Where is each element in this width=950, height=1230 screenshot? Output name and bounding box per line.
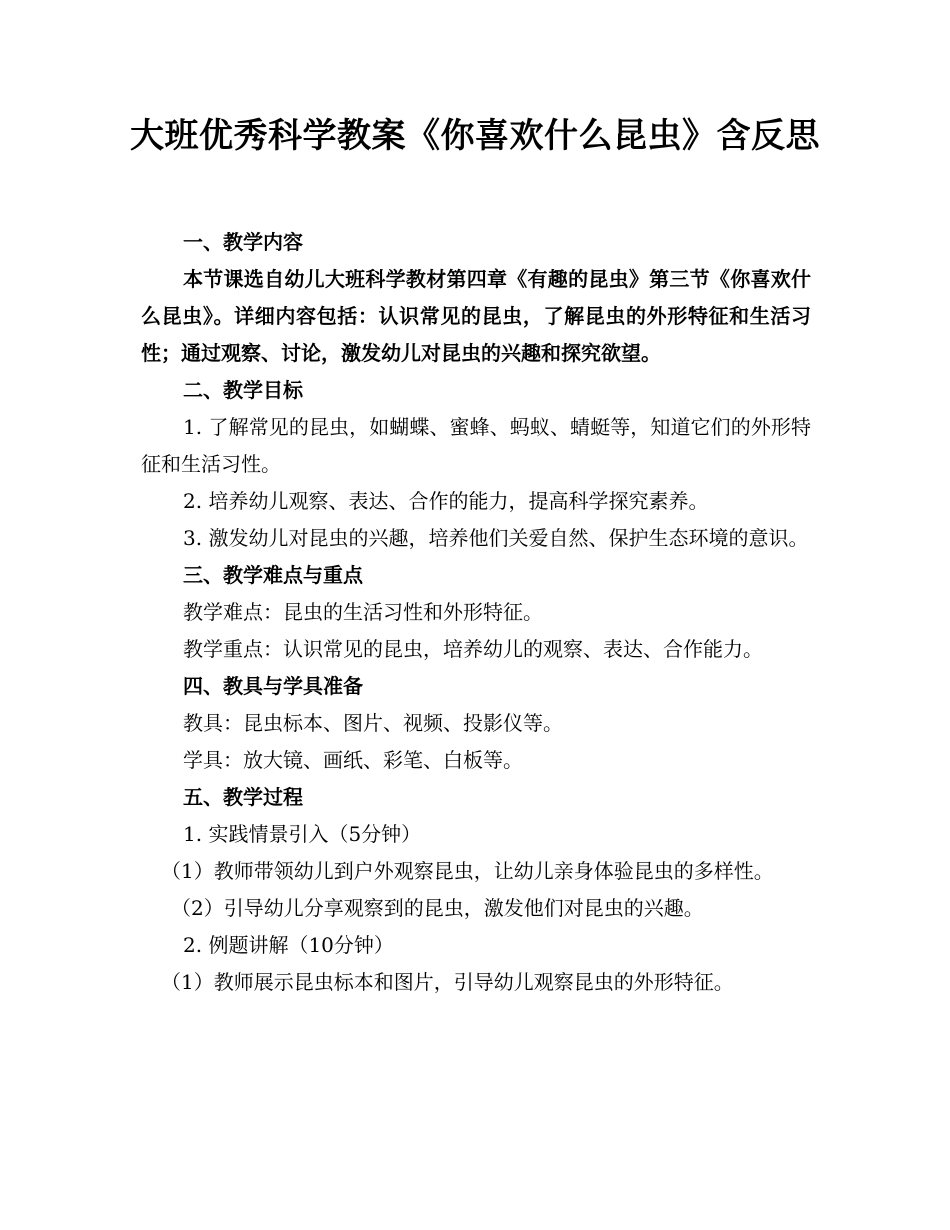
section-paragraph-content: 本节课选自幼儿大班科学教材第四章《有趣的昆虫》第三节《你喜欢什么昆虫》。详细内容包括：认识常见的昆虫，了解昆虫的外形特征和生活习性；通过观察、讨论，激发幼儿对昆虫的兴趣和探究欲望。	[141, 267, 811, 365]
section-heading-materials: 四、教具与学具准备	[183, 674, 363, 698]
document-title: 大班优秀科学教案《你喜欢什么昆虫》含反思	[130, 116, 820, 156]
section-heading-process: 五、教学过程	[183, 785, 303, 809]
section-heading-content: 一、教学内容	[183, 230, 303, 254]
learning-aids-line: 学具：放大镜、画纸、彩笔、白板等。	[183, 748, 523, 772]
process-step-2-a: （1）教师展示昆虫标本和图片，引导幼儿观察昆虫的外形特征。	[161, 970, 734, 994]
teaching-aids-line: 教具：昆虫标本、图片、视频、投影仪等。	[183, 711, 563, 735]
focus-line: 教学重点：认识常见的昆虫，培养幼儿的观察、表达、合作能力。	[183, 637, 763, 661]
goal-item-1: 1. 了解常见的昆虫，如蝴蝶、蜜蜂、蚂蚁、蜻蜓等，知道它们的外形特征和生活习性。	[141, 415, 811, 476]
section-heading-goals: 二、教学目标	[183, 378, 303, 402]
process-step-2: 2. 例题讲解（10分钟）	[183, 933, 394, 957]
process-step-1: 1. 实践情景引入（5分钟）	[183, 822, 422, 846]
goal-item-2: 2. 培养幼儿观察、表达、合作的能力，提高科学探究素养。	[183, 489, 709, 513]
process-step-1-b: （2）引导幼儿分享观察到的昆虫，激发他们对昆虫的兴趣。	[171, 896, 704, 920]
process-step-1-a: （1）教师带领幼儿到户外观察昆虫，让幼儿亲身体验昆虫的多样性。	[161, 859, 774, 883]
section-heading-difficulty-focus: 三、教学难点与重点	[183, 563, 363, 587]
difficulty-line: 教学难点：昆虫的生活习性和外形特征。	[183, 600, 543, 624]
goal-item-3: 3. 激发幼儿对昆虫的兴趣，培养他们关爱自然、保护生态环境的意识。	[183, 526, 809, 550]
document-body	[141, 224, 811, 1001]
